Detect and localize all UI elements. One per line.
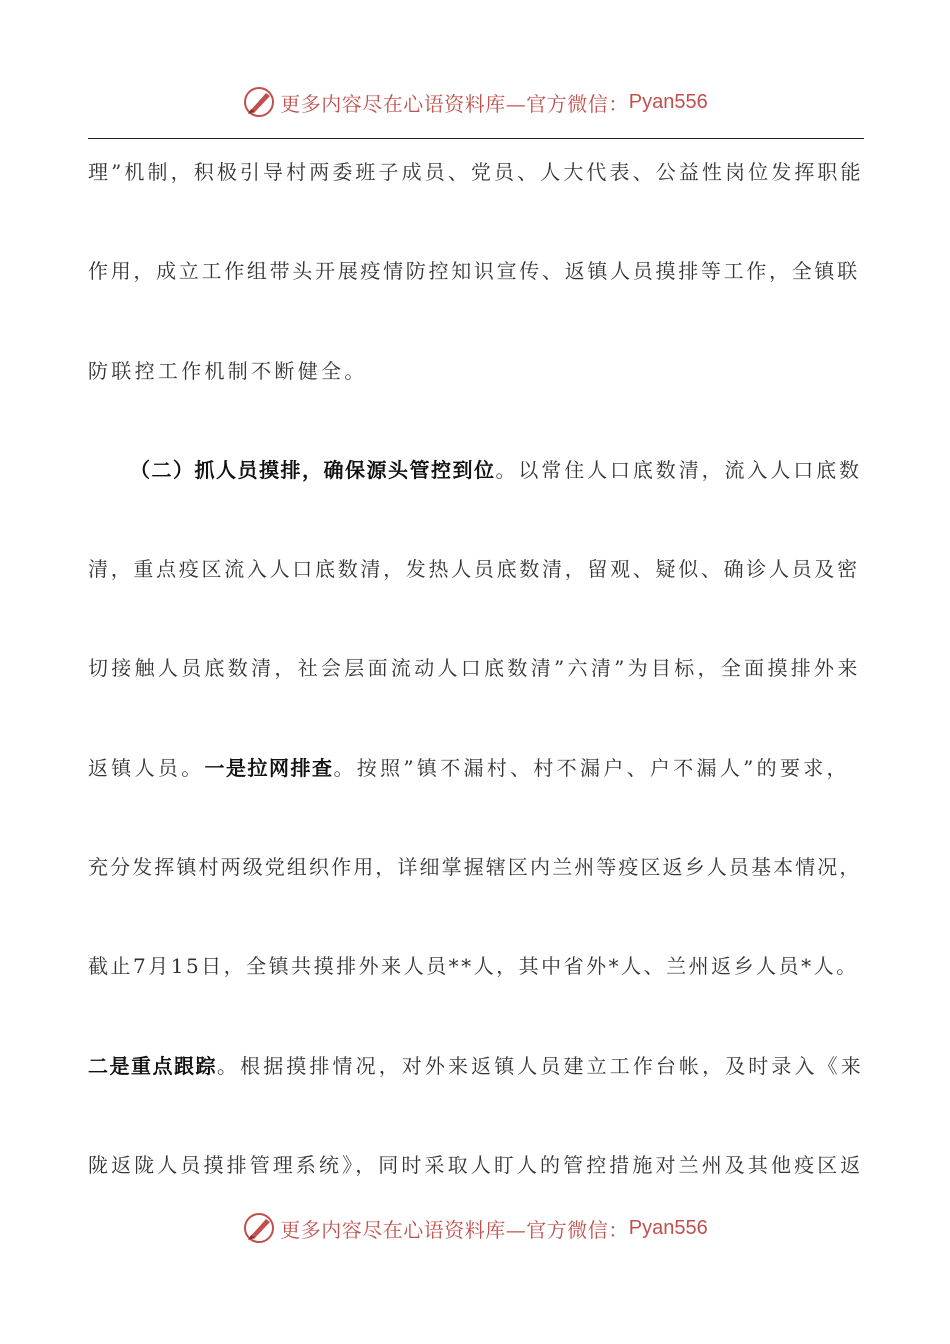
pen-logo-icon — [242, 85, 276, 119]
text-line: 陇返陇人员摸排管理系统》，同时采取人盯人的管控措施对兰州及其他疫区返 — [88, 1152, 864, 1177]
text-line: 二是重点跟踪。根据摸排情况，对外来返镇人员建立工作台帐，及时录入《来 — [88, 1053, 864, 1078]
section-heading: （二）抓人员摸排，确保源头管控到位 — [130, 457, 496, 482]
text-line: 防联控工作机制不断健全。 — [88, 358, 368, 383]
footer-banner — [0, 1208, 950, 1248]
text-line: 理”机制，积极引导村两委班子成员、党员、人大代表、公益性岗位发挥职能 — [88, 160, 864, 184]
text-line: 清，重点疫区流入人口底数清，发热人员底数清，留观、疑似、确诊人员及密 — [88, 557, 860, 582]
text-line: 返镇人员。一是拉网排查。按照”镇不漏村、村不漏户、户不漏人”的要求， — [88, 755, 850, 780]
banner-wechat-id: Pyan556 — [628, 1216, 708, 1239]
document-body — [88, 150, 864, 1242]
banner-text: 更多内容尽在心语资料库—官方微信： — [280, 1217, 629, 1242]
banner-text: 更多内容尽在心语资料库—官方微信： — [280, 91, 629, 116]
text-line: 充分发挥镇村两级党组织作用，详细掌握辖区内兰州等疫区返乡人员基本情况， — [88, 855, 862, 880]
subheading: 二是重点跟踪 — [88, 1053, 217, 1078]
header-banner — [0, 82, 950, 122]
pen-logo-icon — [242, 1211, 276, 1245]
text-line: 截止7月15日，全镇共摸排外来人员**人，其中省外*人、兰州返乡人员*人。 — [88, 954, 859, 979]
text-line: 作用，成立工作组带头开展疫情防控知识宣传、返镇人员摸排等工作，全镇联 — [88, 259, 860, 284]
banner-wechat-id: Pyan556 — [628, 90, 708, 113]
subheading: 一是拉网排查 — [204, 755, 334, 780]
header-rule — [88, 138, 864, 139]
section-heading-line: （二）抓人员摸排，确保源头管控到位。以常住人口底数清，流入人口底数 — [130, 457, 862, 482]
text-line: 切接触人员底数清，社会层面流动人口底数清”六清”为目标，全面摸排外来 — [88, 656, 861, 681]
